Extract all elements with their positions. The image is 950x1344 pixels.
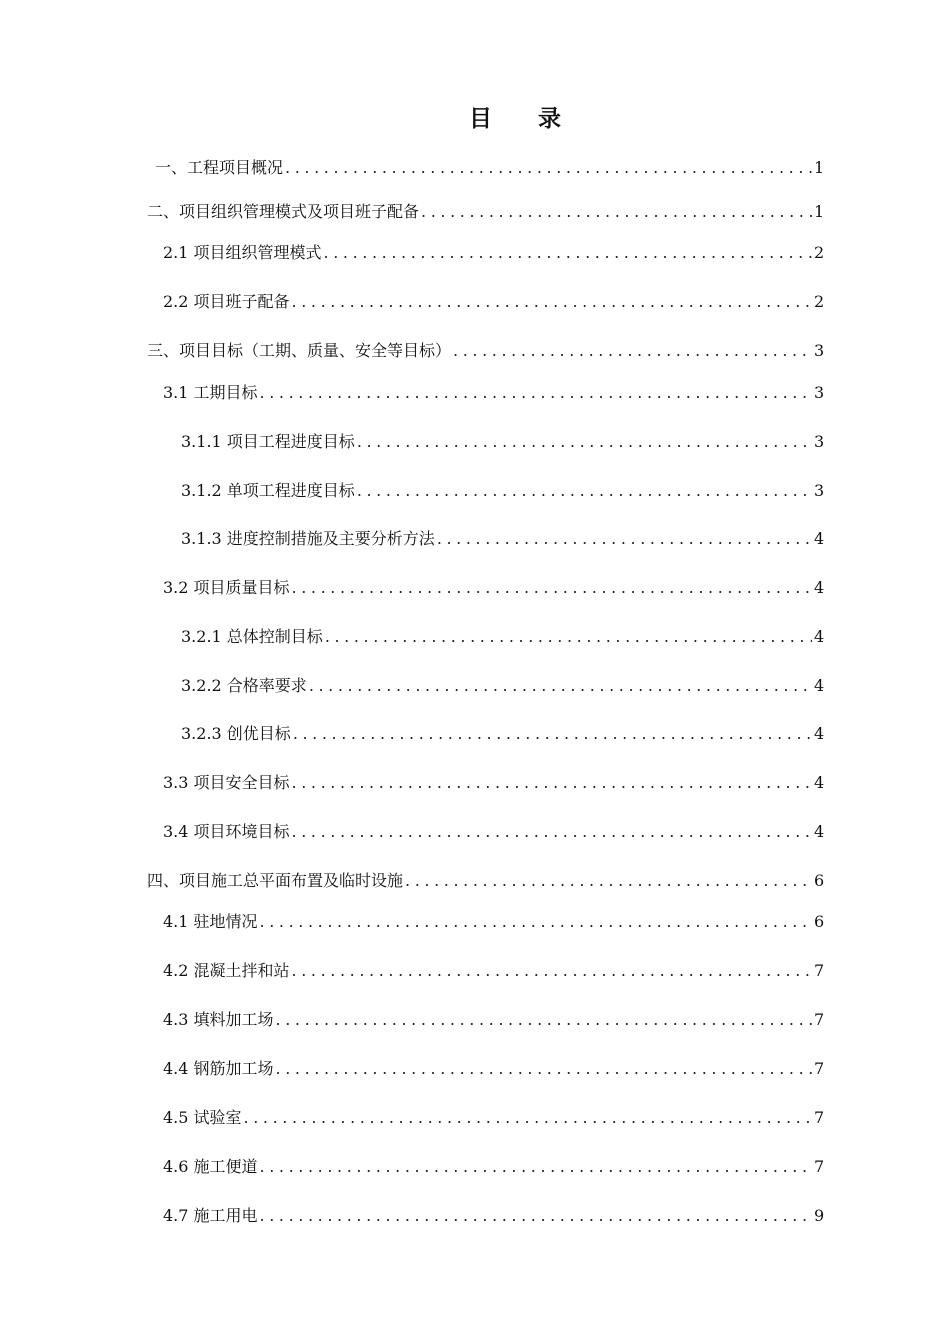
- toc-title-part1: 目: [469, 106, 492, 132]
- toc-entry[interactable]: [147, 337, 824, 361]
- dot-leader: [276, 1010, 812, 1030]
- dot-leader: [292, 578, 812, 598]
- toc-entry-page: 7: [814, 1010, 825, 1029]
- toc-entry[interactable]: [163, 1055, 824, 1079]
- toc-entry[interactable]: [163, 1104, 824, 1128]
- dot-leader: [324, 243, 812, 263]
- toc-entry-page: 7: [814, 1157, 825, 1176]
- toc-entry-page: 7: [814, 1108, 825, 1127]
- toc-entry-label: 4.4 钢筋加工场: [163, 1059, 274, 1078]
- dot-leader: [244, 1108, 812, 1128]
- dot-leader: [260, 1206, 812, 1226]
- toc-entry-page: 4: [814, 529, 825, 548]
- toc-entry[interactable]: [163, 1202, 824, 1226]
- toc-entry-page: 7: [814, 961, 825, 980]
- dot-leader: [292, 961, 812, 981]
- toc-entry-label: 4.3 填料加工场: [163, 1010, 274, 1029]
- toc-entry[interactable]: [181, 428, 824, 452]
- toc-entry-label: 4.6 施工便道: [163, 1157, 258, 1176]
- toc-entry-page: 4: [814, 724, 825, 743]
- dot-leader: [292, 292, 812, 312]
- dot-leader: [292, 773, 812, 793]
- dot-leader: [293, 724, 812, 744]
- toc-entry[interactable]: [163, 769, 824, 793]
- toc-entry-page: 4: [814, 676, 825, 695]
- toc-entry[interactable]: [155, 154, 824, 178]
- toc-entry-label: 4.2 混凝土拌和站: [163, 961, 290, 980]
- toc-entry[interactable]: [163, 288, 824, 312]
- toc-entry-page: 1: [814, 202, 825, 221]
- toc-entry-page: 4: [814, 627, 825, 646]
- toc-entry[interactable]: [163, 957, 824, 981]
- toc-entry-label: 3.2 项目质量目标: [163, 578, 290, 597]
- toc-entry-label: 3.4 项目环境目标: [163, 822, 290, 841]
- dot-leader: [260, 383, 812, 403]
- toc-entry-label: 3.1.3 进度控制措施及主要分析方法: [181, 529, 435, 548]
- toc-entry-label: 3.1 工期目标: [163, 383, 258, 402]
- toc-entry-label: 3.2.2 合格率要求: [181, 676, 307, 695]
- toc-entry-page: 7: [814, 1059, 825, 1078]
- toc-entry[interactable]: [181, 525, 824, 549]
- toc-entry-label: 三、项目目标（工期、质量、安全等目标）: [147, 341, 452, 360]
- toc-entry-label: 一、工程项目概况: [155, 158, 284, 177]
- toc-entry-page: 3: [814, 341, 825, 360]
- toc-entry-label: 3.3 项目安全目标: [163, 773, 290, 792]
- toc-entry[interactable]: [163, 379, 824, 403]
- toc-entry-page: 4: [814, 822, 825, 841]
- toc-entry[interactable]: [181, 477, 824, 501]
- toc-entry[interactable]: [181, 672, 824, 696]
- toc-entry-label: 二、项目组织管理模式及项目班子配备: [147, 202, 420, 221]
- toc-entry[interactable]: [163, 818, 824, 842]
- toc-entry-label: 3.2.3 创优目标: [181, 724, 291, 743]
- toc-entry[interactable]: [163, 239, 824, 263]
- dot-leader: [357, 481, 812, 501]
- toc-entry-page: 3: [814, 383, 825, 402]
- toc-entry-label: 3.2.1 总体控制目标: [181, 627, 323, 646]
- toc-entry-page: 2: [814, 243, 825, 262]
- dot-leader: [437, 529, 812, 549]
- toc-entry-label: 4.7 施工用电: [163, 1206, 258, 1225]
- toc-entry-label: 2.2 项目班子配备: [163, 292, 290, 311]
- toc-entry[interactable]: [163, 908, 824, 932]
- toc-entry[interactable]: [147, 198, 824, 222]
- toc-entry-label: 3.1.1 项目工程进度目标: [181, 432, 355, 451]
- toc-entry-page: 2: [814, 292, 825, 311]
- dot-leader: [453, 341, 812, 361]
- toc-entry[interactable]: [147, 867, 824, 891]
- dot-leader: [357, 432, 812, 452]
- dot-leader: [292, 822, 812, 842]
- toc-entry-page: 9: [814, 1206, 825, 1225]
- dot-leader: [260, 1157, 812, 1177]
- toc-entry-label: 4.1 驻地情况: [163, 912, 258, 931]
- toc-entry-label: 3.1.2 单项工程进度目标: [181, 481, 355, 500]
- toc-entry-page: 4: [814, 773, 825, 792]
- toc-entry[interactable]: [181, 720, 824, 744]
- toc-entry-page: 4: [814, 578, 825, 597]
- toc-entry-page: 3: [814, 432, 825, 451]
- toc-entry[interactable]: [163, 1153, 824, 1177]
- toc-title: [0, 100, 950, 133]
- toc-entry-page: 3: [814, 481, 825, 500]
- dot-leader: [405, 871, 812, 891]
- toc-title-part2: 录: [538, 106, 561, 132]
- toc-entry-page: 6: [814, 871, 825, 890]
- dot-leader: [421, 202, 812, 222]
- toc-entry[interactable]: [181, 623, 824, 647]
- toc-entry-label: 四、项目施工总平面布置及临时设施: [147, 871, 404, 890]
- toc-entry-page: 6: [814, 912, 825, 931]
- dot-leader: [285, 158, 812, 178]
- dot-leader: [276, 1059, 812, 1079]
- toc-entry-page: 1: [814, 158, 825, 177]
- toc-entry-label: 4.5 试验室: [163, 1108, 242, 1127]
- dot-leader: [260, 912, 812, 932]
- dot-leader: [325, 627, 812, 647]
- toc-entry[interactable]: [163, 574, 824, 598]
- dot-leader: [309, 676, 812, 696]
- toc-entry[interactable]: [163, 1006, 824, 1030]
- toc-entry-label: 2.1 项目组织管理模式: [163, 243, 322, 262]
